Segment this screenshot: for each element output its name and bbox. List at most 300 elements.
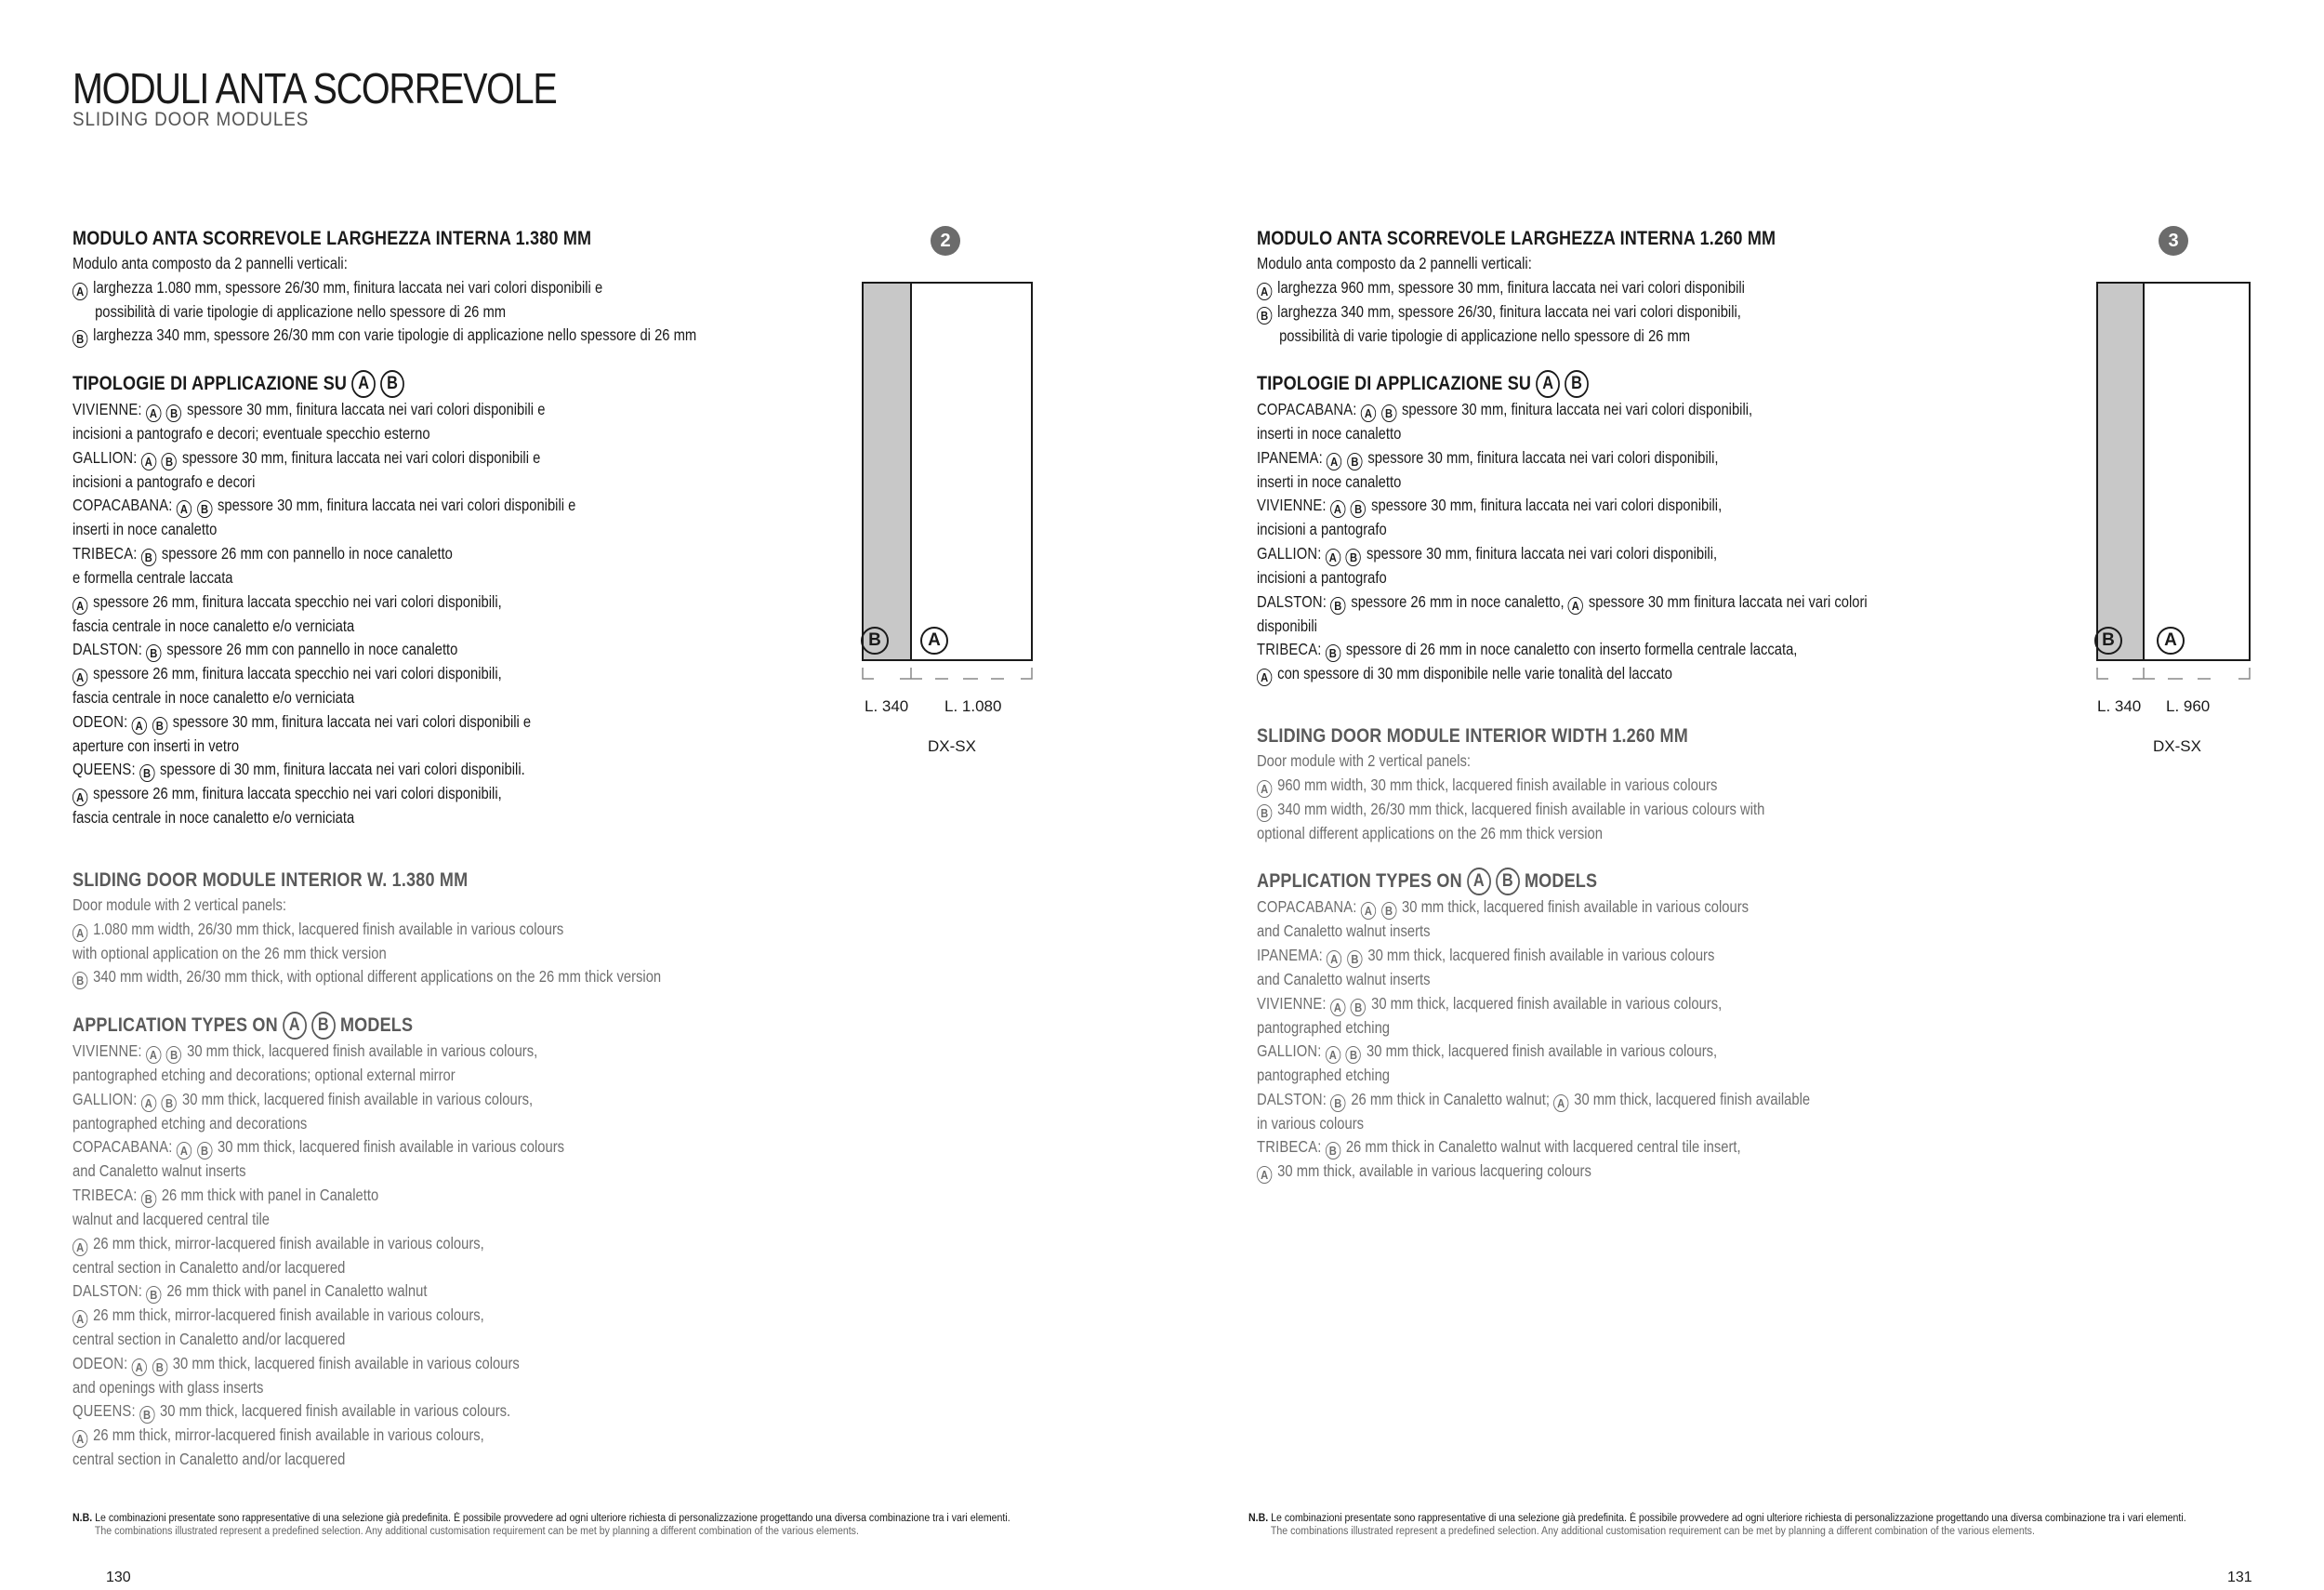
circle-b-icon: B (162, 1094, 177, 1112)
right-text-column (1257, 226, 2233, 1184)
line-text: larghezza 1.080 mm, spessore 26/30 mm, finitura laccata nei vari colori disponibili e (93, 277, 603, 297)
text-line (1257, 422, 2096, 446)
text-line (73, 1232, 912, 1256)
line-text: spessore 30 mm, finitura laccata nei vari colori disponibili, (1367, 447, 1719, 467)
text-line (73, 1088, 912, 1112)
line-text: 30 mm thick, lacquered finish available in various colours (218, 1137, 565, 1157)
panel-b-label: B (2094, 627, 2122, 655)
circle-a-icon: A (146, 404, 161, 422)
text-line (1257, 944, 2096, 968)
text-line (1257, 662, 2096, 686)
model-name: IPANEMA: (1257, 945, 1323, 964)
text-line (73, 1279, 912, 1304)
dimension-a: L. 1.080 (944, 697, 1002, 715)
line-text: inserti in noce canaletto (1257, 424, 1402, 444)
line-text: incisioni a pantografo (1257, 520, 1387, 539)
text-line (73, 1328, 912, 1352)
line-text: 340 mm width, 26/30 mm thick, with optional different applications on the 26 mm thick version (93, 967, 662, 987)
circle-a-icon: A (1330, 999, 1345, 1016)
line-text: Door module with 2 vertical panels: (73, 894, 287, 914)
text-line (73, 918, 912, 942)
text-line (1257, 615, 2096, 639)
circle-b-icon: B (197, 1142, 212, 1159)
circle-a-icon: A (1257, 283, 1272, 300)
circle-b-icon: B (1346, 1046, 1361, 1064)
right-types-heading-en-post: MODELS (1524, 870, 1598, 893)
line-text: spessore 26 mm con pannello in noce canaletto (166, 640, 458, 659)
text-line (1257, 920, 2096, 944)
circle-a-icon: A (1327, 950, 1341, 968)
line-text: 30 mm thick, lacquered finish available in various colours. (160, 1401, 511, 1421)
left-footnote (73, 1512, 1010, 1538)
orientation-label: DX-SX (2153, 737, 2201, 755)
text-line (1257, 1112, 2096, 1136)
text-line (73, 710, 912, 735)
line-text: 960 mm width, 30 mm thick, lacquered finish available in various colours (1277, 775, 1718, 794)
dimension-b: L. 340 (2097, 697, 2142, 715)
text-line (73, 518, 912, 542)
line-text: 30 mm thick, lacquered finish available in various colours, (1371, 993, 1723, 1013)
footnote-nb: N.B. (1248, 1513, 1269, 1524)
line-text: with optional application on the 26 mm thick version (73, 943, 387, 962)
text-line (73, 470, 912, 495)
line-text: spessore 26 mm con pannello in noce canaletto (161, 543, 453, 563)
text-line (1257, 774, 2096, 798)
model-name: TRIBECA: (73, 1185, 138, 1204)
circle-b-icon: B (166, 404, 181, 422)
line-text: optional different applications on the 26 mm thick version (1257, 823, 1603, 842)
dimension-a: L. 960 (2166, 697, 2211, 715)
line-text: possibilità di varie tipologie di applicazione nello spessore di 26 mm (95, 301, 507, 321)
line-text: fascia centrale in noce canaletto e/o verniciata (73, 808, 355, 828)
circle-a-icon: A (177, 500, 191, 518)
text-line (73, 398, 912, 422)
circle-a-icon: A (141, 1094, 156, 1112)
line-text: pantographed etching and decorations; optional external mirror (73, 1066, 456, 1085)
circle-b-icon: B (152, 1358, 167, 1376)
model-name: DALSTON: (1257, 591, 1327, 611)
circle-b-icon: B (380, 370, 404, 398)
circle-a-icon: A (1467, 868, 1491, 895)
line-text: 26 mm thick, mirror-lacquered finish available in various colours, (93, 1305, 484, 1325)
model-name: VIVIENNE: (73, 1041, 142, 1061)
text-line (1257, 749, 2096, 774)
line-text: 30 mm thick, lacquered finish available in various colours (1402, 897, 1750, 917)
panel-a (2144, 283, 2250, 660)
text-line (1257, 1135, 2096, 1159)
text-line (1257, 822, 2096, 846)
text-line (73, 446, 912, 470)
text-line (1257, 1064, 2096, 1088)
text-line (73, 566, 912, 590)
circle-a-icon: A (351, 370, 376, 398)
footnote-en: The combinations illustrated represent a predefined selection. Any additional customisation requirement can be met by planning a different combination of the various elements. (1270, 1526, 2035, 1537)
text-line (1257, 1040, 2096, 1064)
text-line (73, 1424, 912, 1448)
line-text: 26 mm thick in Canaletto walnut; (1351, 1089, 1550, 1108)
circle-a-icon: A (73, 597, 87, 615)
circle-a-icon: A (1568, 597, 1583, 615)
circle-b-icon: B (141, 1190, 156, 1208)
line-text: 26 mm thick, mirror-lacquered finish available in various colours, (93, 1425, 484, 1445)
text-line (73, 1256, 912, 1280)
right-heading-en: SLIDING DOOR MODULE INTERIOR WIDTH 1.260 MM (1257, 725, 1688, 748)
line-text: 26 mm thick, mirror-lacquered finish available in various colours, (93, 1233, 484, 1252)
line-text: central section in Canaletto and/or lacquered (73, 1257, 346, 1277)
circle-a-icon: A (1361, 404, 1376, 422)
text-line (73, 1304, 912, 1328)
model-name: VIVIENNE: (1257, 993, 1327, 1013)
model-name: COPACABANA: (73, 496, 173, 515)
circle-a-icon: A (73, 788, 87, 806)
line-text: spessore 30 mm, finitura laccata nei vari colori disponibili e (172, 711, 532, 731)
text-line (1257, 992, 2096, 1016)
text-line (73, 686, 912, 710)
line-text: spessore 30 mm, finitura laccata nei vari colori disponibili e (187, 400, 546, 419)
text-line (1257, 494, 2096, 518)
module-number-badge: 3 (2159, 226, 2188, 256)
text-line (73, 1112, 912, 1136)
right-desc-it (1257, 252, 2096, 348)
circle-a-icon: A (177, 1142, 191, 1159)
model-name: GALLION: (1257, 1041, 1322, 1061)
circle-b-icon: B (152, 717, 167, 735)
line-text: central section in Canaletto and/or lacquered (73, 1450, 346, 1469)
model-name: DALSTON: (1257, 1089, 1327, 1108)
circle-b-icon: B (1330, 1094, 1345, 1112)
model-name: TRIBECA: (73, 543, 138, 563)
model-name: QUEENS: (73, 760, 136, 779)
circle-a-icon: A (131, 1358, 146, 1376)
circle-b-icon: B (73, 972, 87, 989)
model-name: VIVIENNE: (73, 400, 142, 419)
text-line (1257, 590, 2096, 615)
line-text: 30 mm thick, lacquered finish available in various colours (172, 1353, 520, 1372)
page-subtitle: SLIDING DOOR MODULES (73, 109, 310, 130)
line-text: spessore 30 mm, finitura laccata nei vari colori disponibili, (1367, 543, 1718, 563)
circle-b-icon: B (1381, 404, 1396, 422)
circle-b-icon: B (139, 764, 154, 782)
circle-a-icon: A (141, 453, 156, 470)
text-line (73, 1159, 912, 1184)
line-text: larghezza 960 mm, spessore 30 mm, finitura laccata nei vari colori disponibili (1277, 277, 1745, 297)
text-line (73, 806, 912, 830)
text-line (73, 662, 912, 686)
text-line (73, 252, 912, 276)
line-text: larghezza 340 mm, spessore 26/30 mm con varie tipologie di applicazione nello spessore di 26 mm (93, 325, 697, 345)
circle-a-icon: A (283, 1012, 307, 1040)
panel-a (911, 283, 1032, 660)
line-text: spessore 26 mm, finitura laccata specchio nei vari colori disponibili, (93, 784, 502, 803)
circle-a-icon: A (73, 1430, 87, 1448)
circle-a-icon: A (1361, 902, 1376, 920)
right-types-heading-it-text: TIPOLOGIE DI APPLICAZIONE SU (1257, 373, 1532, 395)
text-line (73, 324, 912, 348)
text-line (1257, 1159, 2096, 1184)
dimension-lines (863, 668, 1032, 679)
right-footnote (1248, 1512, 2186, 1538)
text-line (1257, 968, 2096, 992)
line-text: spessore 30 mm, finitura laccata nei vari colori disponibili e (182, 447, 541, 467)
text-line (73, 494, 912, 518)
circle-b-icon: B (1330, 597, 1345, 615)
right-types-heading-en-pre: APPLICATION TYPES ON (1257, 870, 1462, 893)
model-name: TRIBECA: (1257, 1137, 1322, 1157)
dimension-b: L. 340 (865, 697, 909, 715)
left-types-heading-en-pre: APPLICATION TYPES ON (73, 1014, 278, 1037)
text-line (73, 1040, 912, 1064)
text-line (1257, 518, 2096, 542)
line-text: incisioni a pantografo e decori (73, 471, 256, 491)
model-name: COPACABANA: (1257, 897, 1357, 917)
text-line (73, 1399, 912, 1424)
right-heading-it: MODULO ANTA SCORREVOLE LARGHEZZA INTERNA 1.260 MM (1257, 228, 1776, 249)
line-text: aperture con inserti in vetro (73, 735, 240, 755)
line-text: 26 mm thick with panel in Canaletto walnut (166, 1281, 428, 1301)
line-text: Modulo anta composto da 2 pannelli verticali: (73, 254, 348, 272)
circle-a-icon: A (1326, 549, 1340, 566)
text-line (73, 1135, 912, 1159)
line-text: spessore 30 mm finitura laccata nei vari colori (1588, 591, 1868, 611)
line-text: 30 mm thick, lacquered finish available in various colours (1367, 945, 1715, 964)
line-text: 30 mm thick, lacquered finish available in various colours, (182, 1089, 534, 1108)
left-door-diagram (855, 279, 1041, 688)
text-line (1257, 638, 2096, 662)
circle-b-icon: B (1326, 644, 1340, 662)
line-text: 340 mm width, 26/30 mm thick, lacquered finish available in various colours with (1277, 799, 1765, 818)
line-text: Modulo anta composto da 2 pannelli verticali: (1257, 254, 1532, 272)
text-line (73, 1208, 912, 1232)
model-name: TRIBECA: (1257, 640, 1322, 659)
right-types-heading-en (1257, 868, 2096, 895)
circle-b-icon: B (1326, 1142, 1340, 1159)
text-line (73, 1376, 912, 1400)
model-name: GALLION: (73, 1089, 138, 1108)
circle-a-icon: A (1536, 370, 1560, 398)
line-text: disponibili (1257, 616, 1317, 635)
line-text: and Canaletto walnut inserts (1257, 969, 1431, 988)
left-types-heading-it (73, 370, 912, 398)
text-line (1257, 895, 2096, 920)
page-number-left: 130 (106, 1570, 131, 1585)
text-line (1257, 398, 2096, 422)
model-name: DALSTON: (73, 640, 143, 659)
page-number-right: 131 (2227, 1570, 2252, 1585)
circle-b-icon: B (1381, 902, 1396, 920)
line-text: fascia centrale in noce canaletto e/o verniciata (73, 616, 355, 635)
line-text: in various colours (1257, 1113, 1365, 1133)
model-name: GALLION: (73, 447, 138, 467)
line-text: spessore 26 mm in noce canaletto, (1351, 591, 1565, 611)
left-types-heading-en (73, 1012, 912, 1040)
left-desc-en (73, 894, 912, 989)
line-text: possibilità di varie tipologie di applicazione nello spessore di 26 mm (1279, 325, 1691, 345)
model-name: COPACABANA: (1257, 400, 1357, 419)
panel-a-label: A (920, 627, 948, 655)
text-line (1257, 542, 2096, 566)
line-text: inserti in noce canaletto (1257, 471, 1402, 491)
line-text: spessore 30 mm, finitura laccata nei vari colori disponibili, (1402, 400, 1753, 419)
text-line (1257, 252, 2096, 276)
footnote-it: Le combinazioni presentate sono rappresentative di una selezione già predefinita. È possibile provvedere ad ogni ulteriore richiesta di personalizzazione progettando una diversa combinazione tra i vari elementi. (1271, 1513, 2186, 1524)
line-text: e formella centrale laccata (73, 567, 233, 587)
circle-b-icon: B (197, 500, 212, 518)
model-name: VIVIENNE: (1257, 496, 1327, 515)
line-text: 30 mm thick, lacquered finish available in various colours, (187, 1041, 538, 1061)
circle-a-icon: A (1257, 669, 1272, 686)
line-text: and Canaletto walnut inserts (73, 1161, 246, 1181)
line-text: spessore di 30 mm, finitura laccata nei vari colori disponibili. (160, 760, 525, 779)
text-line (73, 276, 912, 300)
panel-a-label: A (2157, 627, 2185, 655)
model-name: IPANEMA: (1257, 447, 1323, 467)
line-text: Door module with 2 vertical panels: (1257, 751, 1472, 771)
text-line (73, 542, 912, 566)
circle-b-icon: B (146, 1286, 161, 1304)
model-name: ODEON: (73, 1353, 128, 1372)
circle-b-icon: B (166, 1046, 181, 1064)
model-name: GALLION: (1257, 543, 1322, 563)
circle-a-icon: A (1330, 500, 1345, 518)
model-name: DALSTON: (73, 1281, 143, 1301)
page-title: MODULI ANTA SCORREVOLE (73, 64, 557, 113)
line-text: and openings with glass inserts (73, 1377, 264, 1397)
text-line (73, 1184, 912, 1208)
text-line (73, 615, 912, 639)
line-text: 30 mm thick, lacquered finish available (1574, 1089, 1811, 1108)
left-types-it (73, 398, 912, 830)
model-name: COPACABANA: (73, 1137, 173, 1157)
right-types-heading-it (1257, 370, 2096, 398)
line-text: spessore 30 mm, finitura laccata nei vari colori disponibili e (218, 496, 576, 515)
right-desc-en (1257, 749, 2096, 845)
orientation-label: DX-SX (928, 737, 976, 755)
text-line (1257, 300, 2096, 325)
text-line (1257, 325, 2096, 349)
circle-b-icon: B (1351, 999, 1366, 1016)
line-text: walnut and lacquered central tile (73, 1209, 271, 1228)
line-text: pantographed etching (1257, 1066, 1391, 1085)
text-line (73, 735, 912, 759)
left-heading-en: SLIDING DOOR MODULE INTERIOR W. 1.380 MM (73, 868, 469, 891)
circle-a-icon: A (1553, 1094, 1568, 1112)
line-text: pantographed etching and decorations (73, 1113, 308, 1133)
circle-a-icon: A (1257, 780, 1272, 798)
footnote-it: Le combinazioni presentate sono rappresentative di una selezione già predefinita. È possibile provvedere ad ogni ulteriore richiesta di personalizzazione progettando una diversa combinazione tra i vari elementi. (95, 1513, 1010, 1524)
text-line (73, 638, 912, 662)
line-text: 26 mm thick with panel in Canaletto (161, 1185, 379, 1204)
line-text: pantographed etching (1257, 1017, 1391, 1037)
footnote-nb: N.B. (73, 1513, 93, 1524)
module-number-badge: 2 (931, 226, 960, 256)
circle-b-icon: B (139, 1406, 154, 1424)
dimension-lines (2097, 668, 2250, 679)
circle-a-icon: A (73, 924, 87, 942)
circle-a-icon: A (146, 1046, 161, 1064)
circle-b-icon: B (141, 549, 156, 566)
circle-b-icon: B (73, 330, 87, 348)
right-types-it (1257, 398, 2096, 686)
text-line (73, 758, 912, 782)
circle-b-icon: B (1565, 370, 1589, 398)
line-text: inserti in noce canaletto (73, 520, 218, 539)
circle-b-icon: B (1347, 453, 1362, 470)
line-text: incisioni a pantografo (1257, 567, 1387, 587)
text-line (73, 894, 912, 918)
line-text: spessore 26 mm, finitura laccata specchio nei vari colori disponibili, (93, 664, 502, 683)
line-text: spessore 26 mm, finitura laccata specchio nei vari colori disponibili, (93, 591, 502, 611)
model-name: ODEON: (73, 711, 128, 731)
text-line (1257, 276, 2096, 300)
circle-b-icon: B (311, 1012, 336, 1040)
text-line (73, 965, 912, 989)
text-line (73, 782, 912, 806)
text-line (73, 1352, 912, 1376)
circle-a-icon: A (73, 283, 87, 300)
panel-b (2097, 283, 2144, 660)
circle-b-icon: B (1257, 307, 1272, 325)
circle-b-icon: B (1496, 868, 1520, 895)
left-heading-it: MODULO ANTA SCORREVOLE LARGHEZZA INTERNA 1.380 MM (73, 228, 592, 249)
text-line (73, 422, 912, 446)
line-text: spessore di 26 mm in noce canaletto con inserto formella centrale laccata, (1345, 640, 1798, 659)
text-line (1257, 1016, 2096, 1040)
line-text: 30 mm thick, available in various lacquering colours (1277, 1161, 1591, 1181)
left-desc-it (73, 252, 912, 348)
circle-a-icon: A (1327, 453, 1341, 470)
text-line (1257, 470, 2096, 495)
line-text: 26 mm thick in Canaletto walnut with lacquered central tile insert, (1345, 1137, 1741, 1157)
right-types-en (1257, 895, 2096, 1184)
line-text: 30 mm thick, lacquered finish available in various colours, (1367, 1041, 1718, 1061)
circle-b-icon: B (1346, 549, 1361, 566)
text-line (1257, 798, 2096, 822)
circle-a-icon: A (73, 1239, 87, 1256)
circle-b-icon: B (146, 644, 161, 662)
left-types-en (73, 1040, 912, 1472)
footnote-en: The combinations illustrated represent a predefined selection. Any additional customisation requirement can be met by planning a different combination of the various elements. (94, 1526, 859, 1537)
circle-b-icon: B (162, 453, 177, 470)
line-text: con spessore di 30 mm disponibile nelle varie tonalità del laccato (1277, 664, 1672, 683)
text-line (73, 590, 912, 615)
circle-a-icon: A (73, 669, 87, 686)
circle-a-icon: A (73, 1310, 87, 1328)
panel-b-label: B (861, 627, 889, 655)
text-line (73, 1448, 912, 1472)
circle-a-icon: A (1257, 1166, 1272, 1184)
line-text: central section in Canaletto and/or lacquered (73, 1330, 346, 1349)
circle-a-icon: A (1326, 1046, 1340, 1064)
circle-b-icon: B (1257, 804, 1272, 822)
circle-b-icon: B (1351, 500, 1366, 518)
line-text: and Canaletto walnut inserts (1257, 921, 1431, 941)
text-line (1257, 446, 2096, 470)
left-types-heading-it-text: TIPOLOGIE DI APPLICAZIONE SU (73, 373, 348, 395)
text-line (73, 942, 912, 966)
text-line (73, 300, 912, 325)
circle-a-icon: A (131, 717, 146, 735)
left-types-heading-en-post: MODELS (339, 1014, 414, 1037)
circle-b-icon: B (1347, 950, 1362, 968)
line-text: fascia centrale in noce canaletto e/o verniciata (73, 688, 355, 708)
line-text: incisioni a pantografo e decori; eventuale specchio esterno (73, 424, 430, 444)
line-text: 1.080 mm width, 26/30 mm thick, lacquered finish available in various colours (93, 919, 564, 938)
line-text: larghezza 340 mm, spessore 26/30, finitura laccata nei vari colori disponibili, (1277, 301, 1741, 321)
text-line (1257, 1088, 2096, 1112)
text-line (1257, 566, 2096, 590)
model-name: QUEENS: (73, 1401, 136, 1421)
text-line (73, 1064, 912, 1088)
